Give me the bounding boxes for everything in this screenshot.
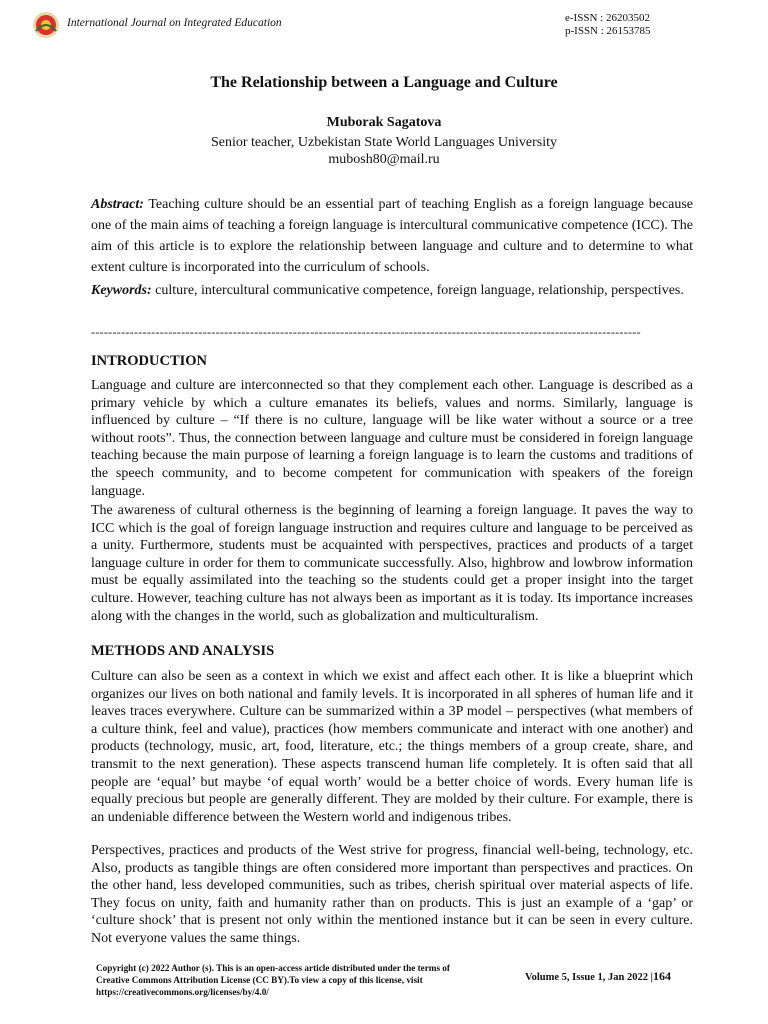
volume-text: Volume 5, Issue 1, Jan 2022 [525,972,649,983]
affiliation: Senior teacher, Uzbekistan State World Languages University [210,135,557,150]
abstract-text: Teaching culture should be an essential part of teaching English as a foreign language because one of the main aims of teaching a foreign language is intercultural communicative competence (ICC). The aim of this article is to explore the relationship between language and culture and to determine to what extent culture is incorporated into the curriculum of schools. [91,197,693,275]
separator-line: -------------------------------------------------------------------------------------------------------------------------------- [91,325,641,337]
eissn: e-ISSN : 26203502 [565,12,650,24]
keywords-text: culture, intercultural communicative competence, foreign language, relationship, perspectives. [151,283,684,298]
keywords-label: Keywords: [91,283,152,298]
issn-block [565,12,651,38]
methods-paragraph-2: Perspectives, practices and products of the West strive for progress, financial well-being, technology, etc. Also, products as tangible things are often considered more important than perspectives and practices. On the other hand, less developed communities, such as tribes, cherish spiritual over material aspects of life. They focus on unity, faith and humanity rather than on products. This is just an example of a ‘gap’ or ‘culture shock’ that is present not only within the mentioned instance but it can be seen in every culture. Not everyone values the same things. [91,843,693,946]
author-affiliation-block [0,134,768,168]
keywords [91,280,693,301]
volume-info [525,969,671,984]
journal-name: International Journal on Integrated Education [67,17,282,29]
abstract-label: Abstract: [91,197,144,212]
methods-heading: METHODS AND ANALYSIS [91,643,275,659]
intro-paragraph-2: The awareness of cultural otherness is the beginning of learning a foreign language. It paves the way to ICC which is the goal of foreign language instruction and requires culture and language to be perceived as a unity. Furthermore, students must be acquainted with perspectives, practices and products of a target language culture in order for them to communicate successfully. Also, highbrow and lowbrow information must be equally assimilated into the teaching so the students could get a proper insight into the target culture. However, teaching culture has not always been as important as it is today. Its importance increases along with the changes in the world, such as globalization and multiculturalism. [91,503,693,624]
page-separator: | [650,972,653,983]
methods-paragraph-1: Culture can also be seen as a context in which we exist and affect each other. It is like a blueprint which organizes our lives on both national and family levels. It is incorporated in all spheres of human life and it leaves traces everywhere. Culture can be summarized within a 3P model – perspectives (what members of a culture think, feel and value), practices (how members communicate and interact with one another) and products (technology, music, art, food, literature, etc.; the things members of a group create, share, and transmit to the next generation). These aspects transcend human life completely. It is often said that all people are ‘equal’ but maybe ‘of equal worth’ would be a better choice of words. Every human life is equally precious but people are generally different. They are molded by their culture. For example, there is an undeniable difference between the Western world and indigenous tribes. [91,669,693,825]
author-email[interactable]: mubosh80@mail.ru [328,152,440,167]
introduction-heading: INTRODUCTION [91,353,208,369]
pissn: p-ISSN : 26153785 [565,25,651,37]
abstract [91,194,693,278]
page-number: 164 [652,969,671,983]
copyright-notice: Copyright (c) 2022 Author (s). This is an open-access article distributed under the terms of Creative Commons Attribution License (CC BY).To view a copy of this license, visit https://creativecommons.org/licenses/by/4.0/ [96,963,450,997]
journal-logo-icon [32,11,60,39]
intro-paragraph-1: Language and culture are interconnected so that they complement each other. Language is described as a primary vehicle by which a culture emanates its beliefs, values and norms. Similarly, language is influenced by culture – “If there is no culture, language will be like water without a source or a tree without roots”. Thus, the connection between language and culture must be considered in foreign language teaching because the main purpose of learning a foreign language is to learn the customs and traditions of the speech community, and to become competent for communication with speakers of the foreign language. [91,378,693,499]
author-name: Muborak Sagatova [326,115,442,130]
article-title: The Relationship between a Language and Culture [210,74,558,91]
